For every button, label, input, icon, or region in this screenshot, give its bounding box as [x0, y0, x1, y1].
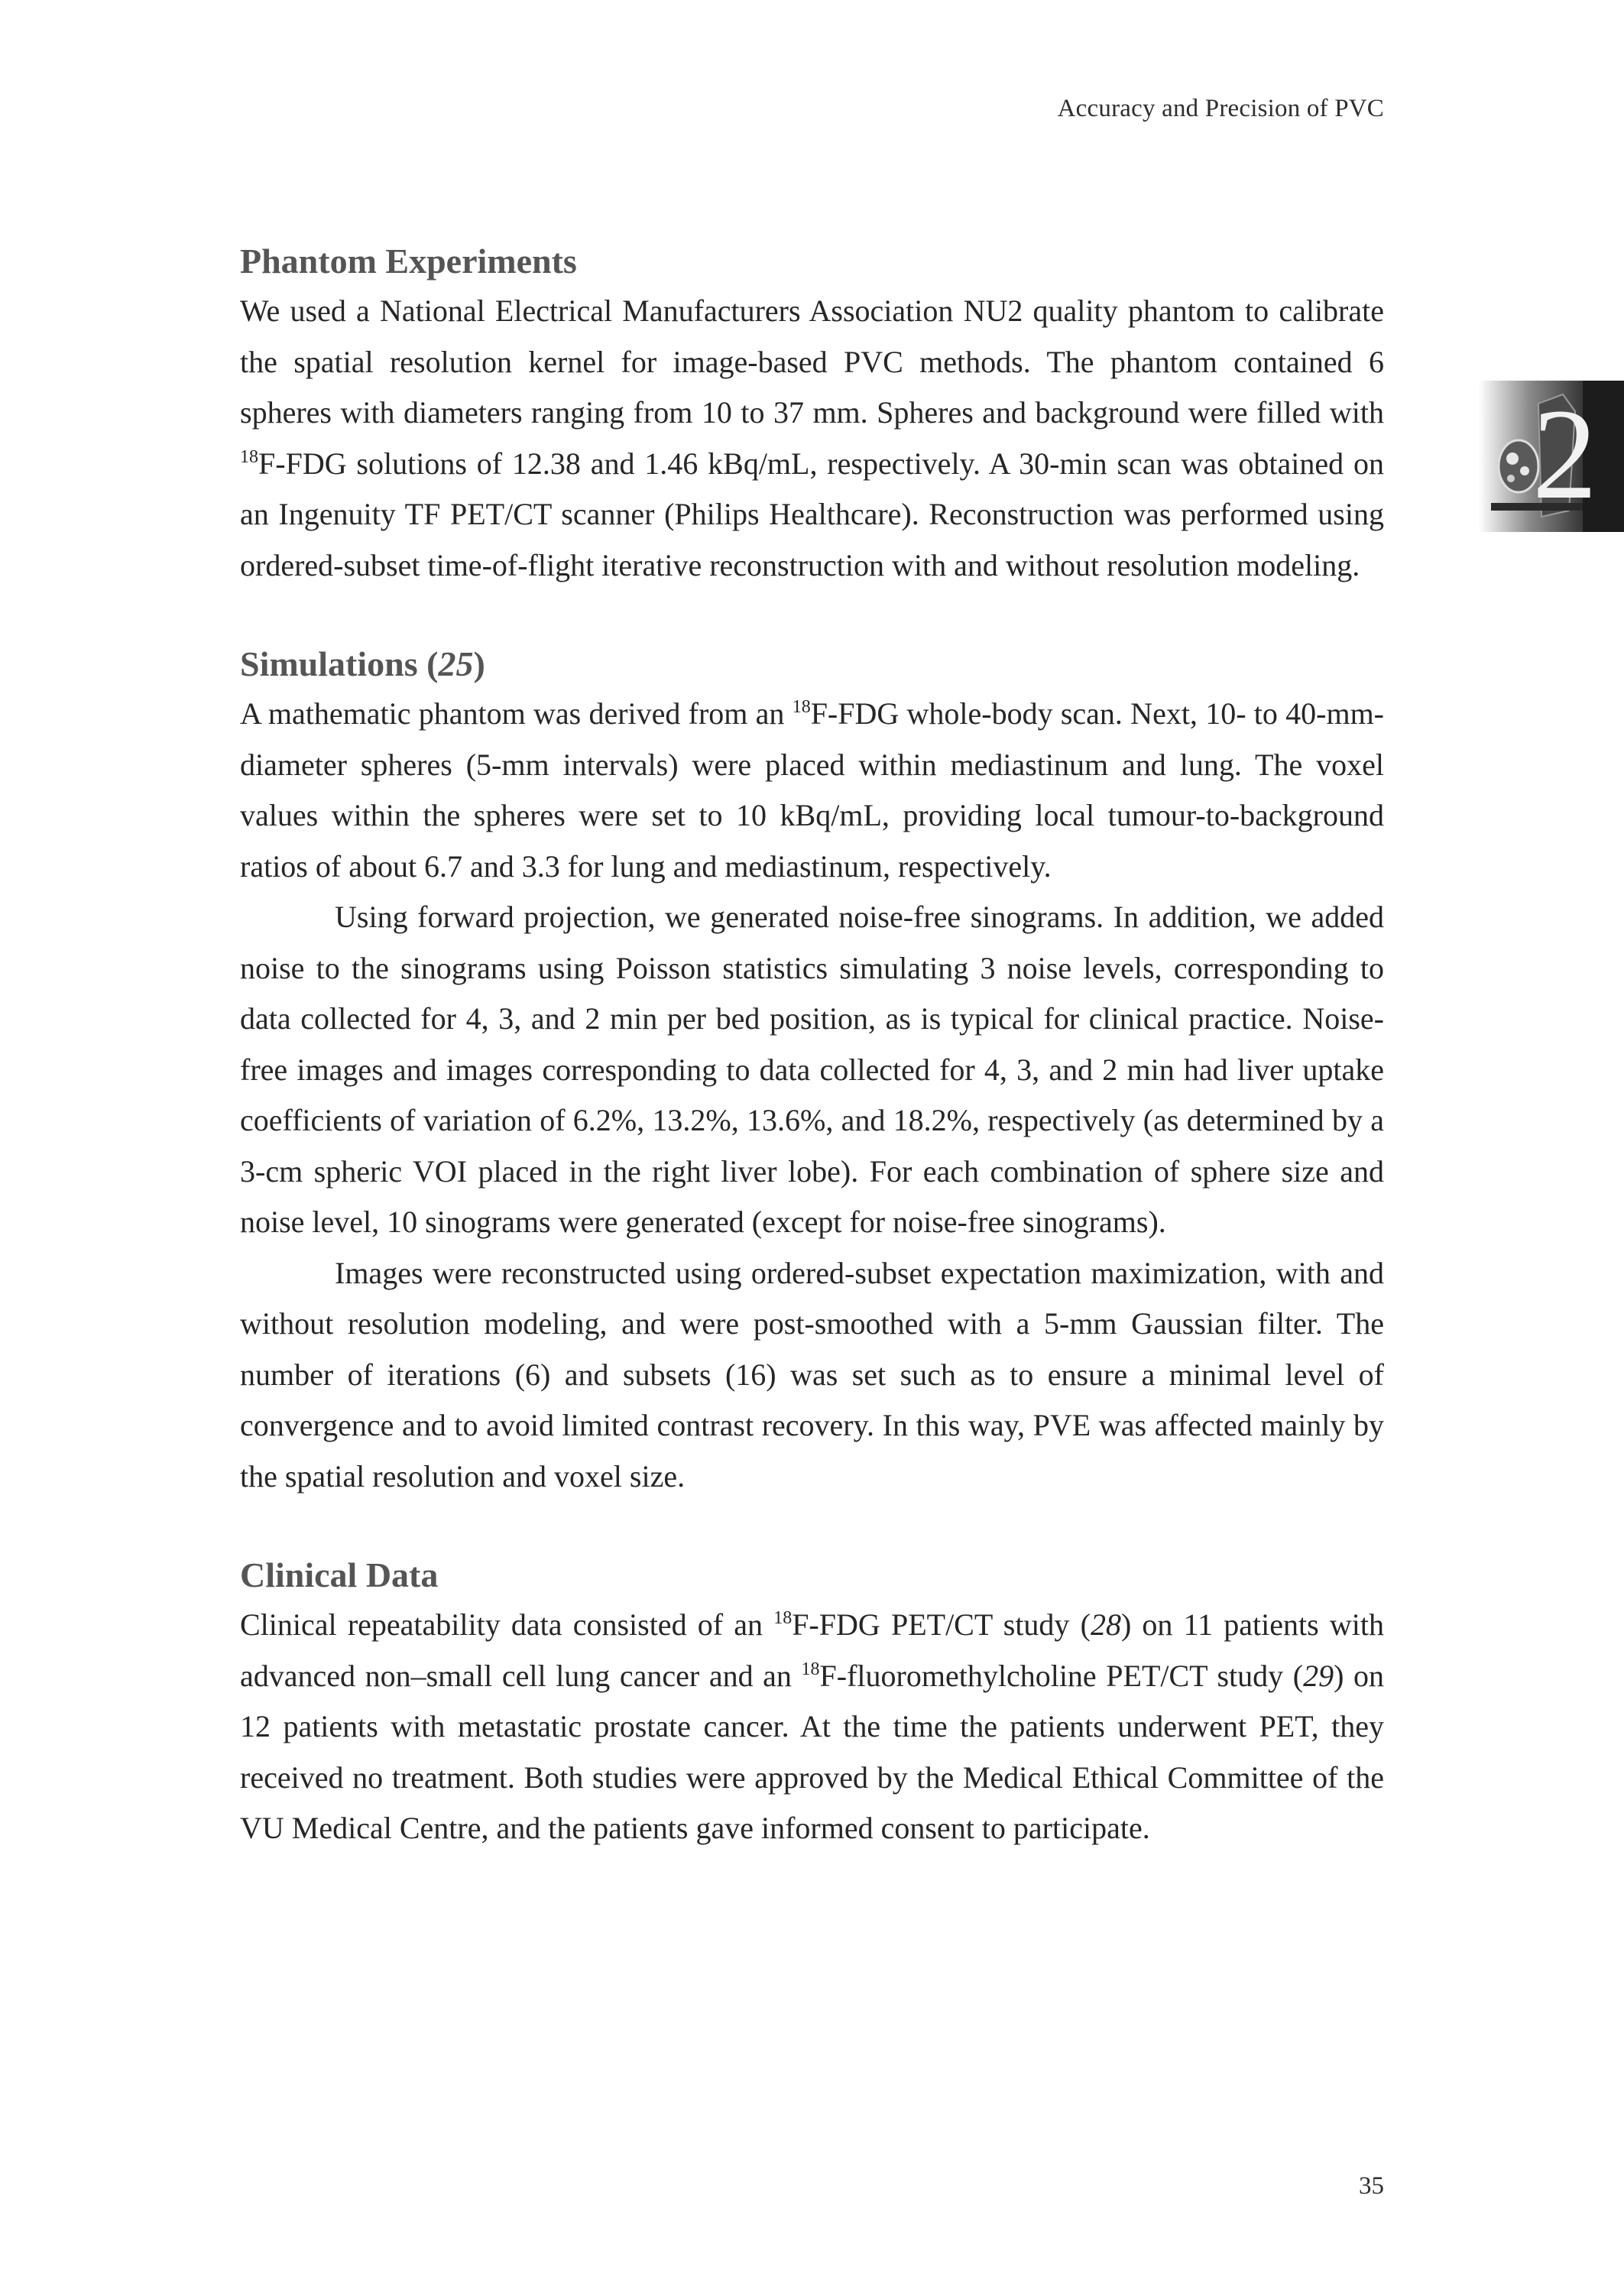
- citation: 25: [438, 644, 474, 683]
- citation: 29: [1303, 1658, 1334, 1693]
- paragraph: Images were reconstructed using ordered-subset expectation maximization, with and without resolution modeling, and were post-smoothed with a 5-mm Gaussian filter. The number of iterations (6) and subsets (16) was set such as to ensure a minimal level of convergence and to avoid limited contrast recovery. In this way, PVE was affected mainly by the spatial resolution and voxel size.: [240, 1255, 1384, 1494]
- main-content: [240, 238, 1384, 1854]
- section-heading-simulations: Simulations (25): [240, 644, 485, 683]
- paragraph: We used a National Electrical Manufacturers Association NU2 quality phantom to calibrate the spatial resolution kernel for image-based PVC methods. The phantom contained 6 spheres with diameters ranging from 10 to 37 mm. Spheres and background were filled with $^{18}$F-FDG solutions of 12.38 and 1.46 kBq/mL, respectively. A 30-min scan was obtained on an Ingenuity TF PET/CT scanner (Philips Healthcare). Reconstruction was performed using ordered-subset time-of-flight iterative reconstruction with and without resolution modeling.: [240, 294, 1384, 582]
- page-number: 35: [1359, 2172, 1384, 2200]
- section-heading-phantom: Phantom Experiments: [240, 242, 577, 281]
- paragraph: Clinical repeatability data consisted of an $^{18}$F-FDG PET/CT study (28) on 11 patients with advanced non–small cell lung cancer and an $^{18}$F-fluoromethylcholine PET/CT study (29) on 12 patients with metastatic prostate cancer. At the time the patients underwent PET, they received no treatment. Both studies were approved by the Medical Ethical Committee of the VU Medical Centre, and the patients gave informed consent to participate.: [240, 1607, 1385, 1845]
- section-heading-clinical: Clinical Data: [240, 1555, 439, 1594]
- paragraph: A mathematic phantom was derived from an $^{18}$F-FDG whole-body scan. Next, 10- to 40-mm-diameter spheres (5-mm intervals) were placed within mediastinum and lung. The voxel values within the spheres were set to 10 kBq/mL, providing local tumour-to-background ratios of about 6.7 and 3.3 for lung and mediastinum, respectively.: [240, 696, 1384, 884]
- running-header: Accuracy and Precision of PVC: [1057, 95, 1384, 122]
- chapter-tab: [1479, 381, 1624, 532]
- paragraph: Using forward projection, we generated noise-free sinograms. In addition, we added noise to the sinograms using Poisson statistics simulating 3 noise levels, corresponding to data collected for 4, 3, and 2 min per bed position, as is typical for clinical practice. Noise-free images and images corresponding to data collected for 4, 3, and 2 min had liver uptake coefficients of variation of 6.2%, 13.2%, 13.6%, and 18.2%, respectively (as determined by a 3-cm spheric VOI placed in the right liver lobe). For each combination of sphere size and noise level, 10 sinograms were generated (except for noise-free sinograms).: [240, 900, 1384, 1239]
- citation: 28: [1090, 1607, 1121, 1642]
- chapter-number: 2: [1532, 382, 1597, 526]
